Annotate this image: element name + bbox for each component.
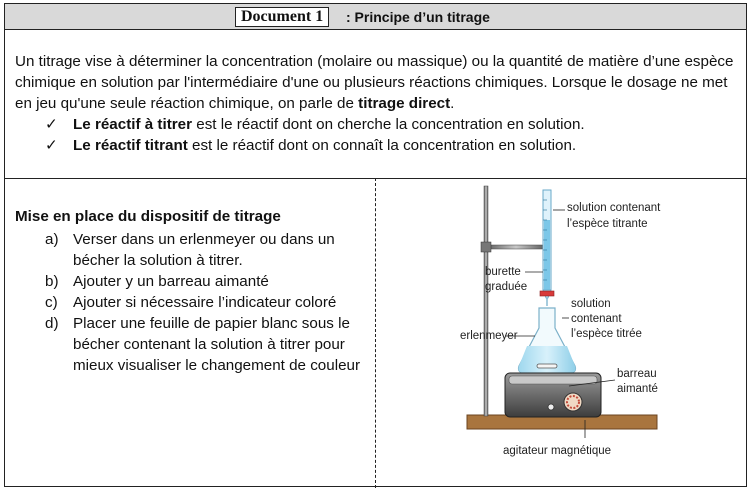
label-titree-line1: solution — [571, 298, 611, 310]
intro-paragraph — [15, 51, 740, 114]
intro-bold-term: titrage direct — [358, 95, 451, 112]
step-marker: c) — [45, 294, 58, 311]
document-header — [5, 4, 746, 30]
step-marker: b) — [45, 273, 59, 290]
step-text: Verser dans un erlenmeyer ou dans un bécher la solution à titrer. — [73, 231, 335, 269]
power-switch-icon — [548, 404, 554, 410]
label-titree-line2: contenant — [571, 313, 622, 325]
step-item — [15, 271, 365, 292]
setup-section — [15, 206, 365, 376]
definition-item — [15, 135, 740, 156]
flask-solution — [519, 346, 576, 373]
definition-item — [15, 114, 740, 135]
magnetic-bar-icon — [537, 364, 557, 368]
definition-text: est le réactif dont on connaît la concentration en solution. — [187, 137, 577, 154]
column-divider — [375, 178, 376, 488]
step-item — [15, 313, 365, 376]
step-text: Ajouter si nécessaire l’indicateur coloré — [73, 294, 337, 311]
definition-text: est le réactif dont on cherche la concentration en solution. — [192, 116, 585, 133]
stopcock-icon — [540, 291, 554, 296]
document-label: Document 1 — [235, 7, 329, 27]
clamp-arm — [486, 245, 546, 249]
label-burette-line2: graduée — [485, 281, 528, 293]
label-titree-line3: l’espèce titrée — [571, 328, 642, 340]
label-burette-line1: burette — [485, 266, 521, 278]
definition-term: Le réactif titrant — [73, 137, 188, 154]
burette-liquid — [544, 220, 550, 290]
intro-text: Un titrage vise à déterminer la concentration (molaire ou massique) ou la quantité de matière d’une espèce chimique en solution par l'intermédiaire d'une ou plusieurs réactions chimiques. Lorsque le dosage ne met en jeu qu'une seule réaction chimique, on parle de — [15, 53, 734, 112]
titration-diagram — [385, 180, 745, 486]
clamp-knob — [481, 242, 491, 252]
label-barreau-line1: barreau — [617, 368, 657, 380]
document-frame — [4, 3, 747, 487]
step-item — [15, 229, 365, 271]
step-text: Placer une feuille de papier blanc sous le bécher contenant la solution à titrer pour mieux visualiser le changement de couleur — [73, 315, 361, 374]
label-titrant-line1: solution contenant — [567, 202, 661, 214]
setup-heading: Mise en place du dispositif de titrage — [15, 208, 281, 225]
step-item — [15, 292, 365, 313]
intro-section — [15, 51, 740, 156]
label-erlenmeyer: erlenmeyer — [460, 330, 518, 342]
label-titrant-line2: l’espèce titrante — [567, 218, 648, 230]
step-marker: d) — [45, 315, 59, 332]
setup-steps — [15, 229, 365, 376]
checkmark-icon: ✓ — [45, 116, 58, 133]
step-marker: a) — [45, 231, 59, 248]
intro-end: . — [450, 95, 455, 112]
step-text: Ajouter y un barreau aimanté — [73, 273, 269, 290]
label-barreau-line2: aimanté — [617, 383, 658, 395]
stand-rod — [484, 186, 488, 416]
definitions-list — [15, 114, 740, 156]
label-agitateur: agitateur magnétique — [503, 445, 612, 457]
checkmark-icon: ✓ — [45, 137, 58, 154]
document-title: : Principe d’un titrage — [346, 9, 490, 25]
definition-term: Le réactif à titrer — [73, 116, 193, 133]
